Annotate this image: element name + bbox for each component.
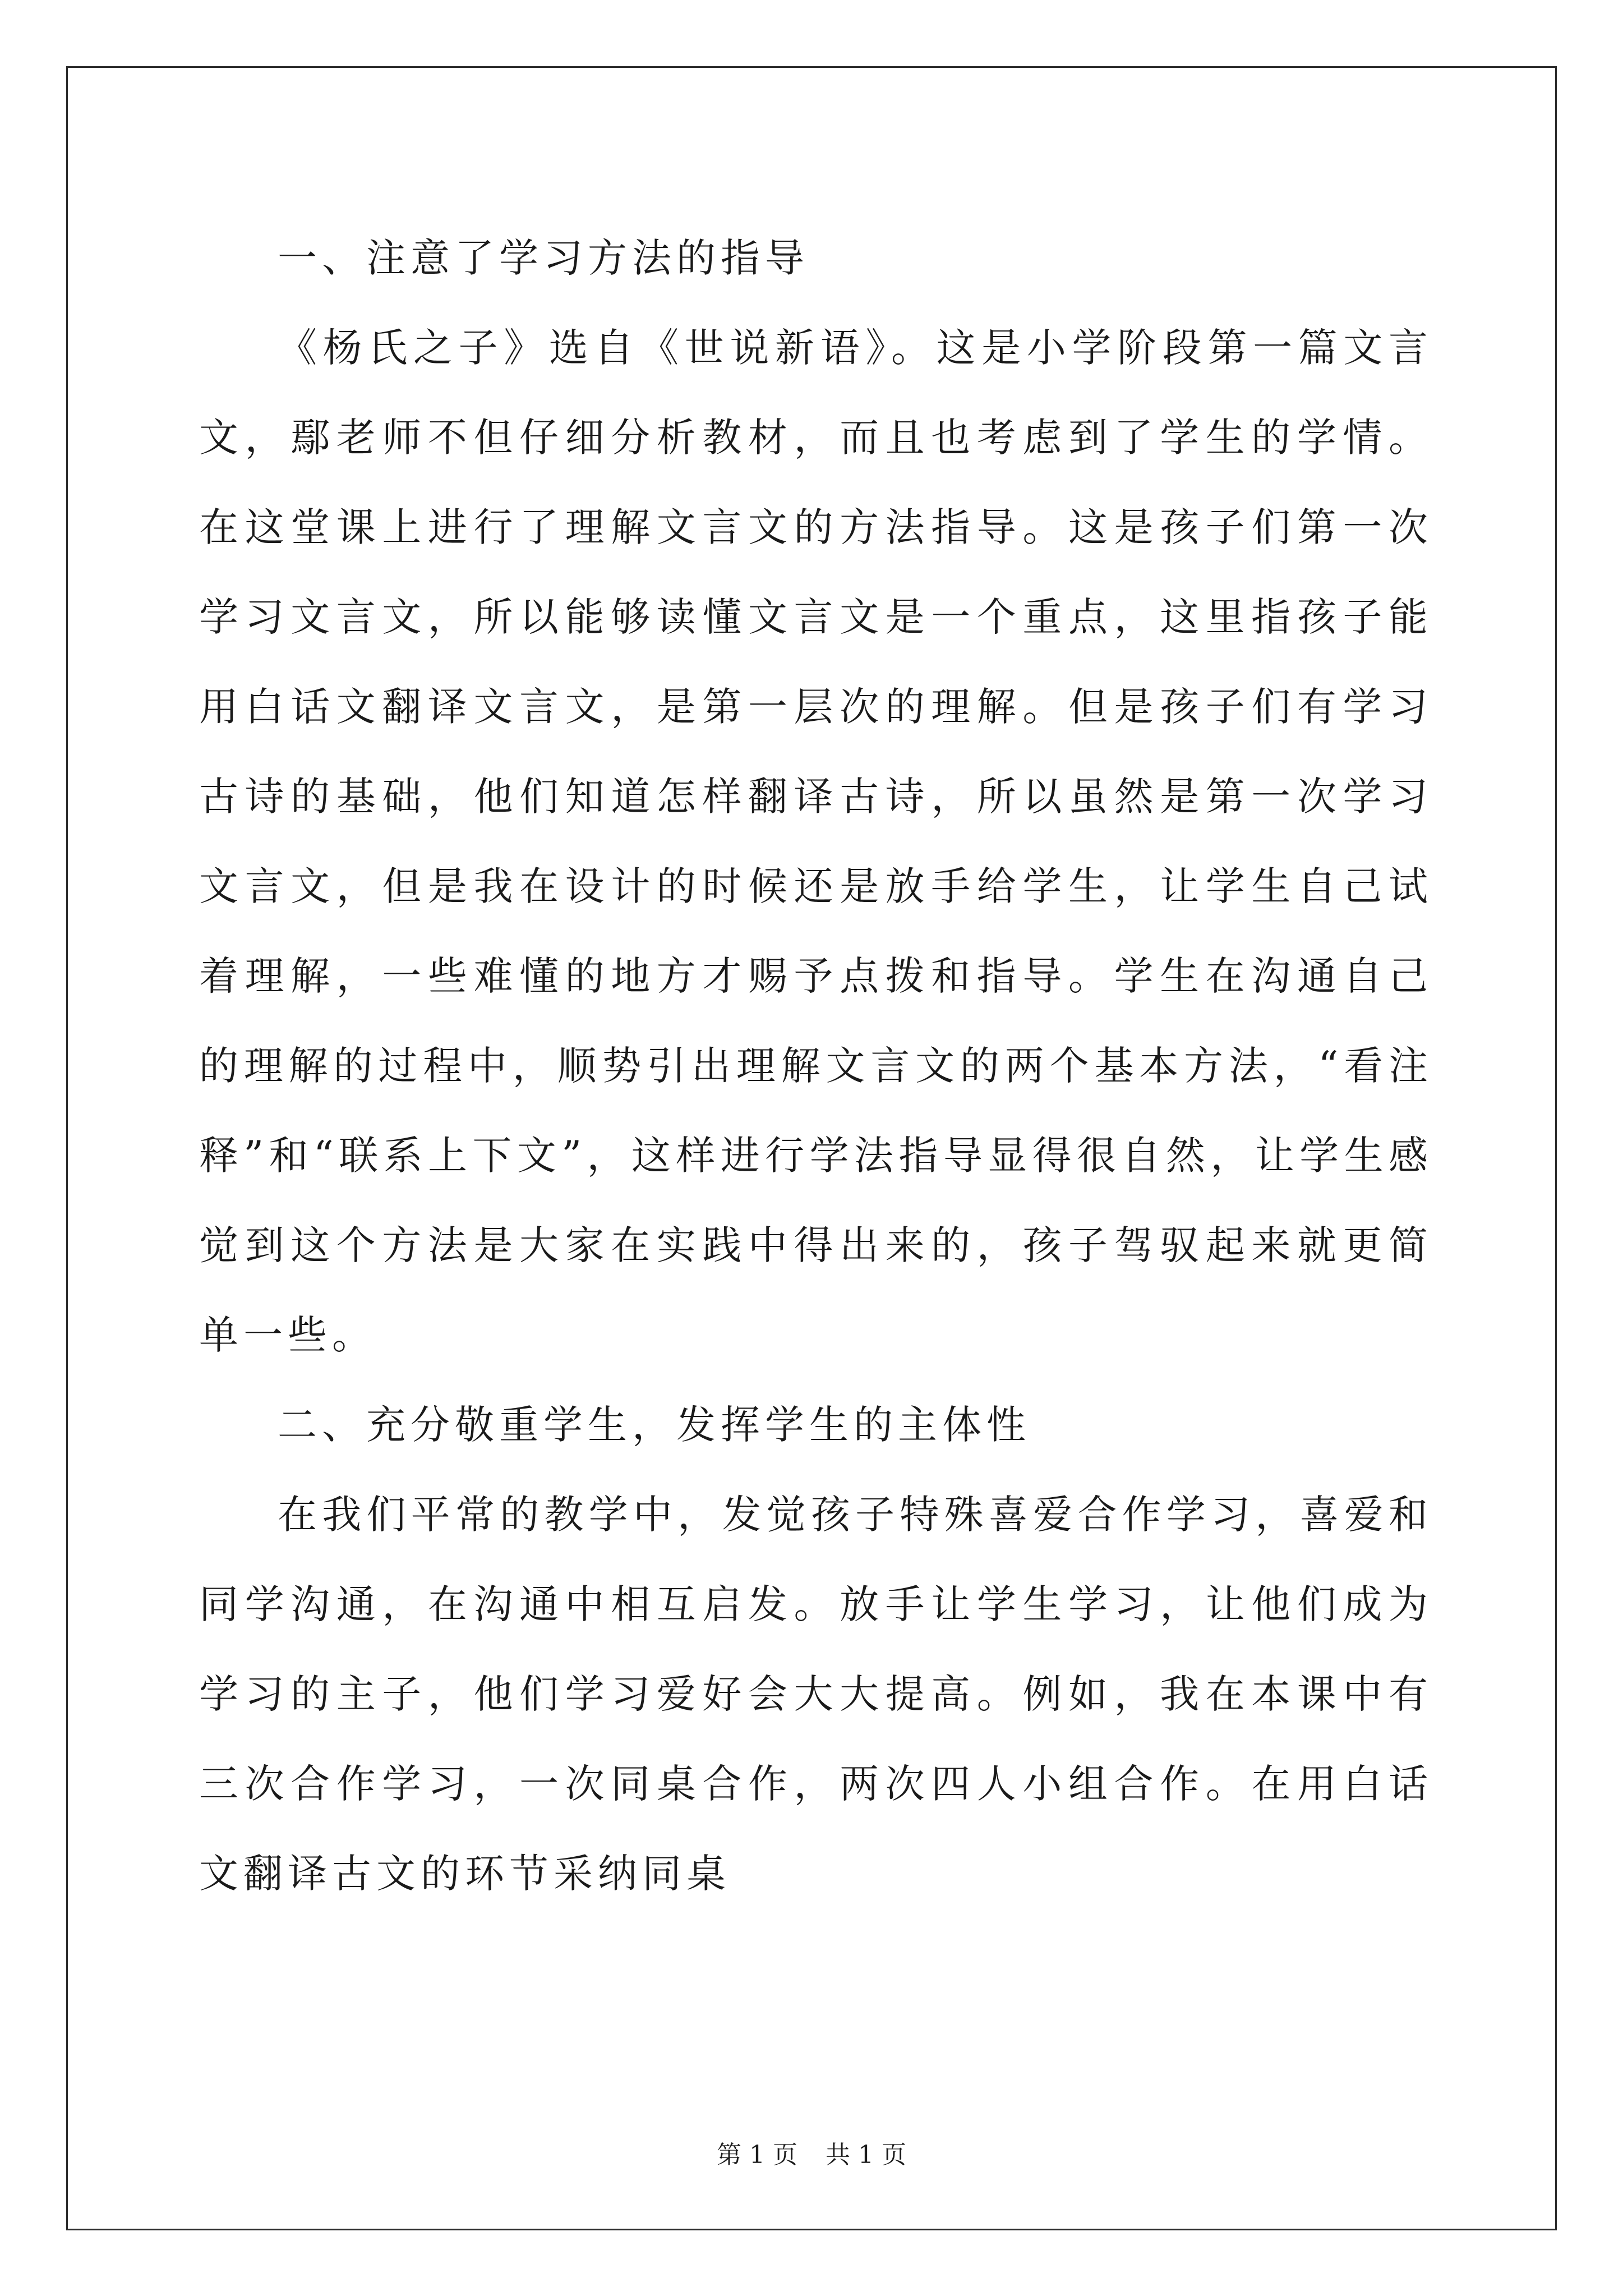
page-footer bbox=[0, 2134, 1623, 2170]
section-heading-1: 一、注意了学习方法的指导 bbox=[278, 235, 809, 281]
section-paragraph-1: 《杨氏之子》选自《世说新语》。这是小学阶段第一篇文言文，鄢老师不但仔细分析教材，而且也考虑到了学生的学情。在这堂课上进行了理解文言文的方法指导。这是孩子们第一次学习文言文，所以能够读懂文言文是一个重点，这里指孩子能用白话文翻译文言文，是第一层次的理解。但是孩子们有学习古诗的基础，他们知道怎样翻译古诗，所以虽然是第一次学习文言文，但是我在设计的时候还是放手给学生，让学生自己试着理解，一些难懂的地方才赐予点拨和指导。学生在沟通自己的理解的过程中，顺势引出理解文言文的两个基本方法，“看注释”和“联系上下文”，这样进行学法指导显得很自然，让学生感觉到这个方法是大家在实践中得出来的，孩子驾驭起来就更简单一些。 bbox=[199, 325, 1433, 1358]
section-heading-2: 二、充分敬重学生，发挥学生的主体性 bbox=[278, 1402, 1031, 1448]
section-paragraph-2: 在我们平常的教学中，发觉孩子特殊喜爱合作学习，喜爱和同学沟通，在沟通中相互启发。放手让学生学习，让他们成为学习的主子，他们学习爱好会大大提高。例如，我在本课中有三次合作学习，一次同桌合作，两次四人小组合作。在用白话文翻译古文的环节采纳同桌 bbox=[199, 1492, 1433, 1897]
document-body bbox=[199, 213, 1433, 1918]
page-total: 共 1 页 bbox=[826, 2141, 906, 2169]
page-number: 第 1 页 bbox=[717, 2141, 797, 2169]
